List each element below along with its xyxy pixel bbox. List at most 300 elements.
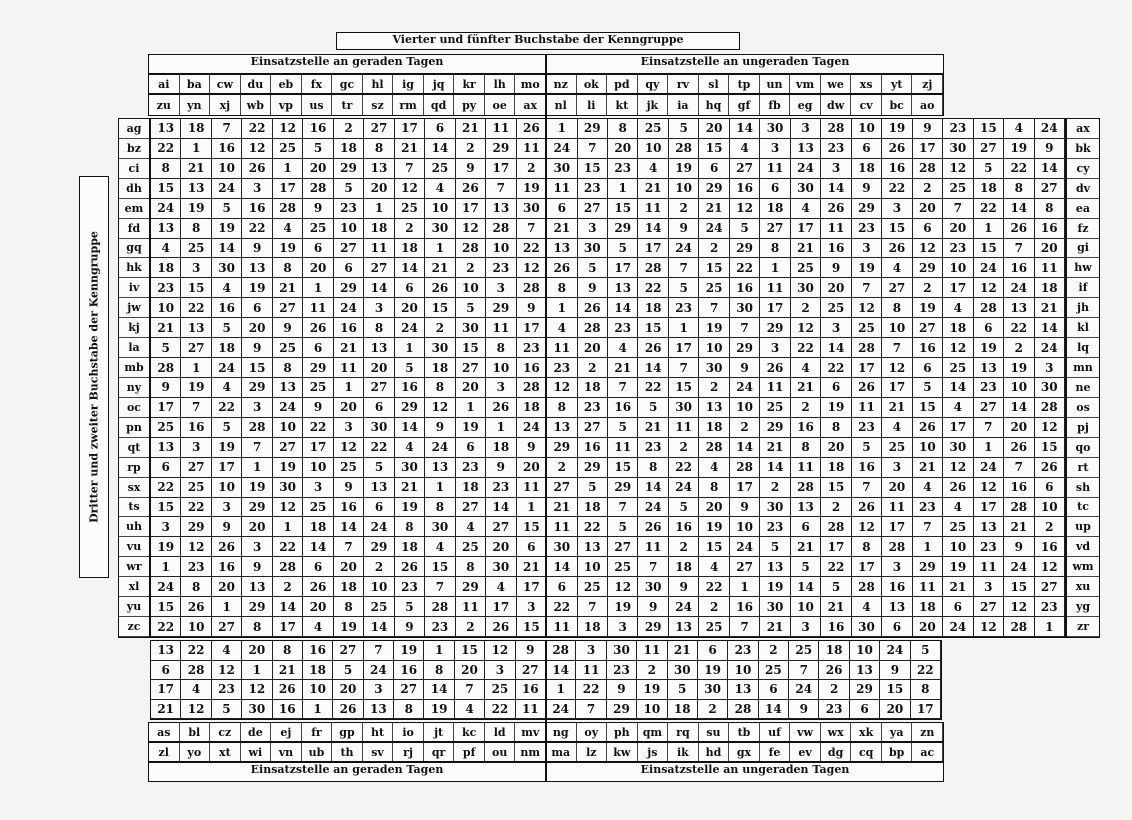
grid-cell: 14 xyxy=(821,338,851,358)
grid-cell: 16 xyxy=(303,641,333,661)
grid-cell: 12 xyxy=(1035,418,1065,438)
grid-cell: 3 xyxy=(882,557,912,577)
bottom-pair-label: mv xyxy=(515,723,546,741)
grid-cell: 13 xyxy=(728,680,758,700)
grid-cell: 18 xyxy=(669,557,699,577)
grid-cell: 23 xyxy=(578,179,608,199)
grid-cell: 21 xyxy=(699,199,729,219)
grid-cell: 27 xyxy=(456,358,486,378)
grid-cell: 3 xyxy=(852,239,882,259)
grid-cell: 9 xyxy=(1035,139,1065,159)
grid-cell: 9 xyxy=(151,378,181,398)
grid-cell: 10 xyxy=(728,661,758,681)
grid-cell: 11 xyxy=(547,617,577,637)
grid-cell: 6 xyxy=(1035,478,1065,498)
grid-cell: 21 xyxy=(547,498,577,518)
grid-cell: 25 xyxy=(181,478,211,498)
grid-cell: 1 xyxy=(1035,617,1065,637)
grid-cell: 6 xyxy=(151,661,181,681)
grid-cell: 22 xyxy=(303,418,333,438)
grid-cell: 19 xyxy=(394,641,424,661)
grid-cell: 26 xyxy=(395,557,425,577)
top-pair-label: we xyxy=(821,75,852,93)
grid-cell: 16 xyxy=(1035,219,1065,239)
grid-cell: 11 xyxy=(791,458,821,478)
grid-cell: 12 xyxy=(943,159,973,179)
grid-cell: 25 xyxy=(485,680,515,700)
grid-cell: 3 xyxy=(821,159,851,179)
grid-cell: 14 xyxy=(425,139,455,159)
grid-cell: 28 xyxy=(913,159,943,179)
grid-cell: 6 xyxy=(974,318,1004,338)
grid-cell: 27 xyxy=(394,680,424,700)
grid-cell: 26 xyxy=(638,338,668,358)
grid-cell: 3 xyxy=(242,537,272,557)
grid-cell: 11 xyxy=(821,219,851,239)
grid-cell: 17 xyxy=(303,438,333,458)
grid-cell: 29 xyxy=(638,617,668,637)
top-pair-label: eb xyxy=(271,75,302,93)
grid-cell: 2 xyxy=(819,680,849,700)
grid-cell: 7 xyxy=(608,498,638,518)
grid-cell: 24 xyxy=(334,298,364,318)
grid-cell: 2 xyxy=(1004,338,1034,358)
grid-cell: 15 xyxy=(151,179,181,199)
grid-cell: 28 xyxy=(578,318,608,338)
grid-cell: 28 xyxy=(1004,498,1034,518)
grid-cell: 15 xyxy=(151,498,181,518)
grid-cell: 22 xyxy=(181,498,211,518)
grid-cell: 23 xyxy=(486,258,516,278)
grid-cell: 16 xyxy=(212,139,242,159)
grid-cell: 7 xyxy=(669,258,699,278)
left-pair-label: zc xyxy=(119,617,149,637)
grid-cell: 16 xyxy=(394,661,424,681)
grid-cell: 11 xyxy=(638,537,668,557)
grid-cell: 29 xyxy=(181,517,211,537)
grid-cell: 17 xyxy=(943,418,973,438)
grid-cell: 26 xyxy=(760,358,790,378)
right-pair-label: wm xyxy=(1067,557,1099,577)
grid-cell: 18 xyxy=(943,318,973,338)
grid-cell: 3 xyxy=(242,398,272,418)
grid-cell: 26 xyxy=(1035,458,1065,478)
top-pair-label: gc xyxy=(332,75,363,93)
grid-cell: 18 xyxy=(364,219,394,239)
grid-cell: 5 xyxy=(760,537,790,557)
grid-cell: 16 xyxy=(578,438,608,458)
bottom-pair-label: zn xyxy=(912,723,943,741)
grid-cell: 4 xyxy=(699,458,729,478)
grid-cell: 3 xyxy=(576,641,606,661)
grid-cell: 30 xyxy=(212,258,242,278)
bottom-pair-label: as xyxy=(149,723,180,741)
grid-cell: 23 xyxy=(974,537,1004,557)
grid-cell: 29 xyxy=(760,318,790,338)
grid-cell: 3 xyxy=(151,517,181,537)
grid-cell: 29 xyxy=(334,159,364,179)
grid-cell: 6 xyxy=(517,537,547,557)
grid-cell: 25 xyxy=(789,641,819,661)
grid-cell: 18 xyxy=(303,517,333,537)
bottom-pair-label: fr xyxy=(302,723,333,741)
grid-cell: 11 xyxy=(547,517,577,537)
grid-cell: 13 xyxy=(486,199,516,219)
grid-cell: 19 xyxy=(212,219,242,239)
grid-cell: 18 xyxy=(425,358,455,378)
grid-cell: 1 xyxy=(242,458,272,478)
grid-cell: 8 xyxy=(273,258,303,278)
grid-cell: 15 xyxy=(699,139,729,159)
grid-cell: 18 xyxy=(668,700,698,720)
grid-cell: 13 xyxy=(760,557,790,577)
grid-cell: 5 xyxy=(151,338,181,358)
grid-cell: 27 xyxy=(730,159,760,179)
grid-cell: 21 xyxy=(882,398,912,418)
grid-cell: 12 xyxy=(273,498,303,518)
grid-cell: 3 xyxy=(882,199,912,219)
grid-cell: 23 xyxy=(821,139,851,159)
right-pair-label: os xyxy=(1067,398,1099,418)
grid-cell: 6 xyxy=(364,498,394,518)
grid-cell: 14 xyxy=(547,557,577,577)
grid-cell: 2 xyxy=(913,278,943,298)
grid-cell: 17 xyxy=(852,557,882,577)
grid-cell: 23 xyxy=(517,338,547,358)
bottom-pair-label: jt xyxy=(424,723,455,741)
grid-cell: 7 xyxy=(242,438,272,458)
right-pair-label: bk xyxy=(1067,139,1099,159)
grid-cell: 16 xyxy=(334,498,364,518)
grid-cell: 7 xyxy=(578,597,608,617)
grid-cell: 9 xyxy=(578,278,608,298)
grid-cell: 14 xyxy=(759,700,789,720)
grid-cell: 10 xyxy=(303,680,333,700)
grid-cell: 23 xyxy=(212,680,242,700)
grid-cell: 23 xyxy=(1035,597,1065,617)
grid-cell: 1 xyxy=(547,119,577,139)
grid-cell: 25 xyxy=(364,597,394,617)
grid-cell: 25 xyxy=(303,219,333,239)
grid-cell: 16 xyxy=(730,278,760,298)
grid-cell: 14 xyxy=(638,358,668,378)
grid-cell: 6 xyxy=(850,700,880,720)
grid-cell: 23 xyxy=(578,398,608,418)
left-pair-label: kj xyxy=(119,318,149,338)
grid-cell: 13 xyxy=(242,258,272,278)
grid-cell: 27 xyxy=(730,557,760,577)
grid-cell: 13 xyxy=(974,358,1004,378)
bottom-pair-label: vw xyxy=(790,723,821,741)
grid-cell: 28 xyxy=(852,577,882,597)
grid-cell: 22 xyxy=(882,179,912,199)
grid-cell: 5 xyxy=(608,517,638,537)
grid-cell: 27 xyxy=(456,498,486,518)
grid-cell: 14 xyxy=(638,219,668,239)
grid-cell: 17 xyxy=(730,478,760,498)
grid-cell: 1 xyxy=(760,258,790,278)
grid-cell: 10 xyxy=(425,199,455,219)
grid-cell: 12 xyxy=(547,378,577,398)
grid-cell: 8 xyxy=(547,398,577,418)
grid-cell: 20 xyxy=(333,680,363,700)
grid-cell: 12 xyxy=(1035,557,1065,577)
right-pair-label: rt xyxy=(1067,458,1099,478)
grid-cell: 5 xyxy=(638,398,668,418)
grid-cell: 28 xyxy=(638,258,668,278)
grid-cell: 3 xyxy=(1035,358,1065,378)
grid-cell: 1 xyxy=(303,278,333,298)
grid-cell: 14 xyxy=(364,617,394,637)
bottom-pair-label: vn xyxy=(271,743,302,761)
grid-cell: 25 xyxy=(852,318,882,338)
top-pair-label: hl xyxy=(363,75,394,93)
bottom-pair-label: ik xyxy=(668,743,699,761)
grid-cell: 23 xyxy=(669,298,699,318)
grid-cell: 1 xyxy=(151,557,181,577)
grid-cell: 12 xyxy=(852,517,882,537)
grid-cell: 25 xyxy=(943,517,973,537)
grid-cell: 27 xyxy=(364,119,394,139)
grid-cell: 29 xyxy=(730,338,760,358)
grid-cell: 10 xyxy=(913,438,943,458)
grid-cell: 4 xyxy=(212,378,242,398)
grid-cell: 15 xyxy=(608,458,638,478)
grid-cell: 27 xyxy=(974,139,1004,159)
grid-cell: 18 xyxy=(395,537,425,557)
grid-cell: 3 xyxy=(181,258,211,278)
grid-cell: 13 xyxy=(850,661,880,681)
grid-cell: 14 xyxy=(303,537,333,557)
grid-cell: 7 xyxy=(730,617,760,637)
grid-cell: 21 xyxy=(395,478,425,498)
bottom-pair-label: rj xyxy=(393,743,424,761)
grid-cell: 2 xyxy=(395,219,425,239)
grid-cell: 16 xyxy=(242,199,272,219)
grid-cell: 18 xyxy=(913,597,943,617)
grid-cell: 11 xyxy=(303,298,333,318)
grid-cell: 3 xyxy=(791,119,821,139)
grid-cell: 29 xyxy=(395,398,425,418)
grid-cell: 20 xyxy=(364,358,394,378)
grid-cell: 22 xyxy=(151,139,181,159)
grid-cell: 10 xyxy=(486,239,516,259)
grid-cell: 22 xyxy=(791,338,821,358)
grid-cell: 21 xyxy=(151,700,181,720)
grid-cell: 26 xyxy=(943,478,973,498)
grid-cell: 13 xyxy=(364,338,394,358)
grid-cell: 9 xyxy=(242,338,272,358)
grid-cell: 8 xyxy=(424,661,454,681)
grid-cell: 3 xyxy=(882,458,912,478)
bottom-pair-label: zl xyxy=(149,743,180,761)
grid-cell: 27 xyxy=(212,617,242,637)
grid-cell: 30 xyxy=(669,398,699,418)
grid-cell: 2 xyxy=(669,537,699,557)
right-pair-label: xu xyxy=(1067,577,1099,597)
grid-cell: 24 xyxy=(212,358,242,378)
grid-cell: 20 xyxy=(334,557,364,577)
grid-cell: 21 xyxy=(791,378,821,398)
grid-cell: 6 xyxy=(760,179,790,199)
grid-cell: 20 xyxy=(303,597,333,617)
grid-cell: 16 xyxy=(882,577,912,597)
grid-cell: 21 xyxy=(273,661,303,681)
grid-cell: 4 xyxy=(943,298,973,318)
grid-cell: 12 xyxy=(852,298,882,318)
grid-cell: 26 xyxy=(181,597,211,617)
grid-cell: 29 xyxy=(364,537,394,557)
top-pair-label: nz xyxy=(546,75,577,93)
grid-cell: 16 xyxy=(821,239,851,259)
grid-cell: 21 xyxy=(760,617,790,637)
grid-cell: 5 xyxy=(608,239,638,259)
grid-cell: 7 xyxy=(730,318,760,338)
grid-cell: 2 xyxy=(699,597,729,617)
grid-cell: 5 xyxy=(911,641,941,661)
grid-cell: 17 xyxy=(212,458,242,478)
grid-cell: 10 xyxy=(943,258,973,278)
grid-cell: 2 xyxy=(456,139,486,159)
grid-cell: 23 xyxy=(395,577,425,597)
grid-cell: 8 xyxy=(638,458,668,478)
grid-cell: 7 xyxy=(943,199,973,219)
top-pair-label: jk xyxy=(638,95,669,115)
bottom-pair-label: bp xyxy=(882,743,913,761)
grid-cell: 27 xyxy=(364,258,394,278)
grid-cell: 2 xyxy=(759,641,789,661)
grid-cell: 13 xyxy=(364,159,394,179)
left-pair-label: xl xyxy=(119,577,149,597)
grid-cell: 9 xyxy=(913,119,943,139)
grid-cell: 10 xyxy=(456,278,486,298)
grid-cell: 22 xyxy=(517,239,547,259)
grid-cell: 1 xyxy=(303,700,333,720)
grid-cell: 9 xyxy=(607,680,637,700)
right-pair-label: ea xyxy=(1067,199,1099,219)
grid-cell: 2 xyxy=(913,179,943,199)
grid-cell: 17 xyxy=(943,278,973,298)
grid-cell: 11 xyxy=(669,418,699,438)
grid-cell: 16 xyxy=(1035,537,1065,557)
grid-cell: 29 xyxy=(547,438,577,458)
grid-cell: 6 xyxy=(913,219,943,239)
grid-cell: 4 xyxy=(212,278,242,298)
grid-cell: 25 xyxy=(943,358,973,378)
grid-cell: 18 xyxy=(578,617,608,637)
grid-cell: 19 xyxy=(637,680,667,700)
grid-cell: 2 xyxy=(791,298,821,318)
grid-cell: 17 xyxy=(456,199,486,219)
grid-cell: 10 xyxy=(1035,498,1065,518)
left-pair-label: pn xyxy=(119,418,149,438)
grid-cell: 21 xyxy=(547,219,577,239)
grid-cell: 27 xyxy=(760,219,790,239)
grid-cell: 9 xyxy=(1004,537,1034,557)
grid-cell: 12 xyxy=(882,358,912,378)
grid-cell: 8 xyxy=(394,700,424,720)
left-pair-label: yu xyxy=(119,597,149,617)
grid-cell: 4 xyxy=(455,700,485,720)
grid-cell: 19 xyxy=(334,617,364,637)
grid-cell: 9 xyxy=(669,577,699,597)
bottom-pair-label: ou xyxy=(485,743,516,761)
grid-cell: 23 xyxy=(943,119,973,139)
grid-cell: 22 xyxy=(699,577,729,597)
grid-cell: 21 xyxy=(638,179,668,199)
grid-cell: 10 xyxy=(273,418,303,438)
grid-cell: 23 xyxy=(728,641,758,661)
grid-cell: 12 xyxy=(181,700,211,720)
grid-cell: 25 xyxy=(578,577,608,597)
grid-cell: 22 xyxy=(151,617,181,637)
grid-cell: 10 xyxy=(852,119,882,139)
right-pair-label: kl xyxy=(1067,318,1099,338)
grid-cell: 30 xyxy=(425,338,455,358)
grid-cell: 5 xyxy=(669,278,699,298)
grid-cell: 30 xyxy=(698,680,728,700)
grid-cell: 29 xyxy=(242,597,272,617)
grid-cell: 19 xyxy=(395,498,425,518)
grid-cell: 17 xyxy=(911,700,941,720)
grid-cell: 19 xyxy=(151,537,181,557)
grid-cell: 22 xyxy=(821,358,851,378)
grid-cell: 16 xyxy=(608,398,638,418)
grid-cell: 25 xyxy=(181,239,211,259)
grid-cell: 22 xyxy=(1004,318,1034,338)
grid-cell: 21 xyxy=(151,318,181,338)
right-pair-label: sh xyxy=(1067,478,1099,498)
left-pair-label: oc xyxy=(119,398,149,418)
grid-cell: 20 xyxy=(608,139,638,159)
grid-cell: 3 xyxy=(760,338,790,358)
bottom-pair-label: hd xyxy=(699,743,730,761)
left-pair-label: ts xyxy=(119,498,149,518)
grid-cell: 20 xyxy=(334,398,364,418)
grid-cell: 27 xyxy=(273,298,303,318)
grid-cell: 17 xyxy=(517,318,547,338)
top-pair-label: cw xyxy=(210,75,241,93)
top-pair-label: sz xyxy=(363,95,394,115)
right-pair-label: fz xyxy=(1067,219,1099,239)
grid-cell: 15 xyxy=(578,159,608,179)
grid-cell: 17 xyxy=(821,537,851,557)
grid-cell: 5 xyxy=(791,557,821,577)
grid-cell: 16 xyxy=(303,119,333,139)
grid-cell: 2 xyxy=(456,617,486,637)
grid-cell: 2 xyxy=(547,458,577,478)
grid-cell: 26 xyxy=(303,318,333,338)
top-pair-label: lh xyxy=(485,75,516,93)
grid-cell: 6 xyxy=(791,517,821,537)
top-pair-label: qd xyxy=(424,95,455,115)
grid-cell: 4 xyxy=(456,517,486,537)
grid-cell: 14 xyxy=(608,298,638,318)
grid-cell: 24 xyxy=(880,641,910,661)
grid-cell: 20 xyxy=(242,517,272,537)
grid-cell: 22 xyxy=(212,398,242,418)
top-pair-label: fb xyxy=(760,95,791,115)
grid-cell: 17 xyxy=(151,398,181,418)
grid-cell: 20 xyxy=(913,617,943,637)
grid-cell: 21 xyxy=(821,597,851,617)
grid-cell: 14 xyxy=(395,418,425,438)
grid-cell: 26 xyxy=(1004,219,1034,239)
grid-cell: 9 xyxy=(517,438,547,458)
grid-cell: 24 xyxy=(425,438,455,458)
grid-cell: 20 xyxy=(486,537,516,557)
bottom-pair-label: su xyxy=(699,723,730,741)
